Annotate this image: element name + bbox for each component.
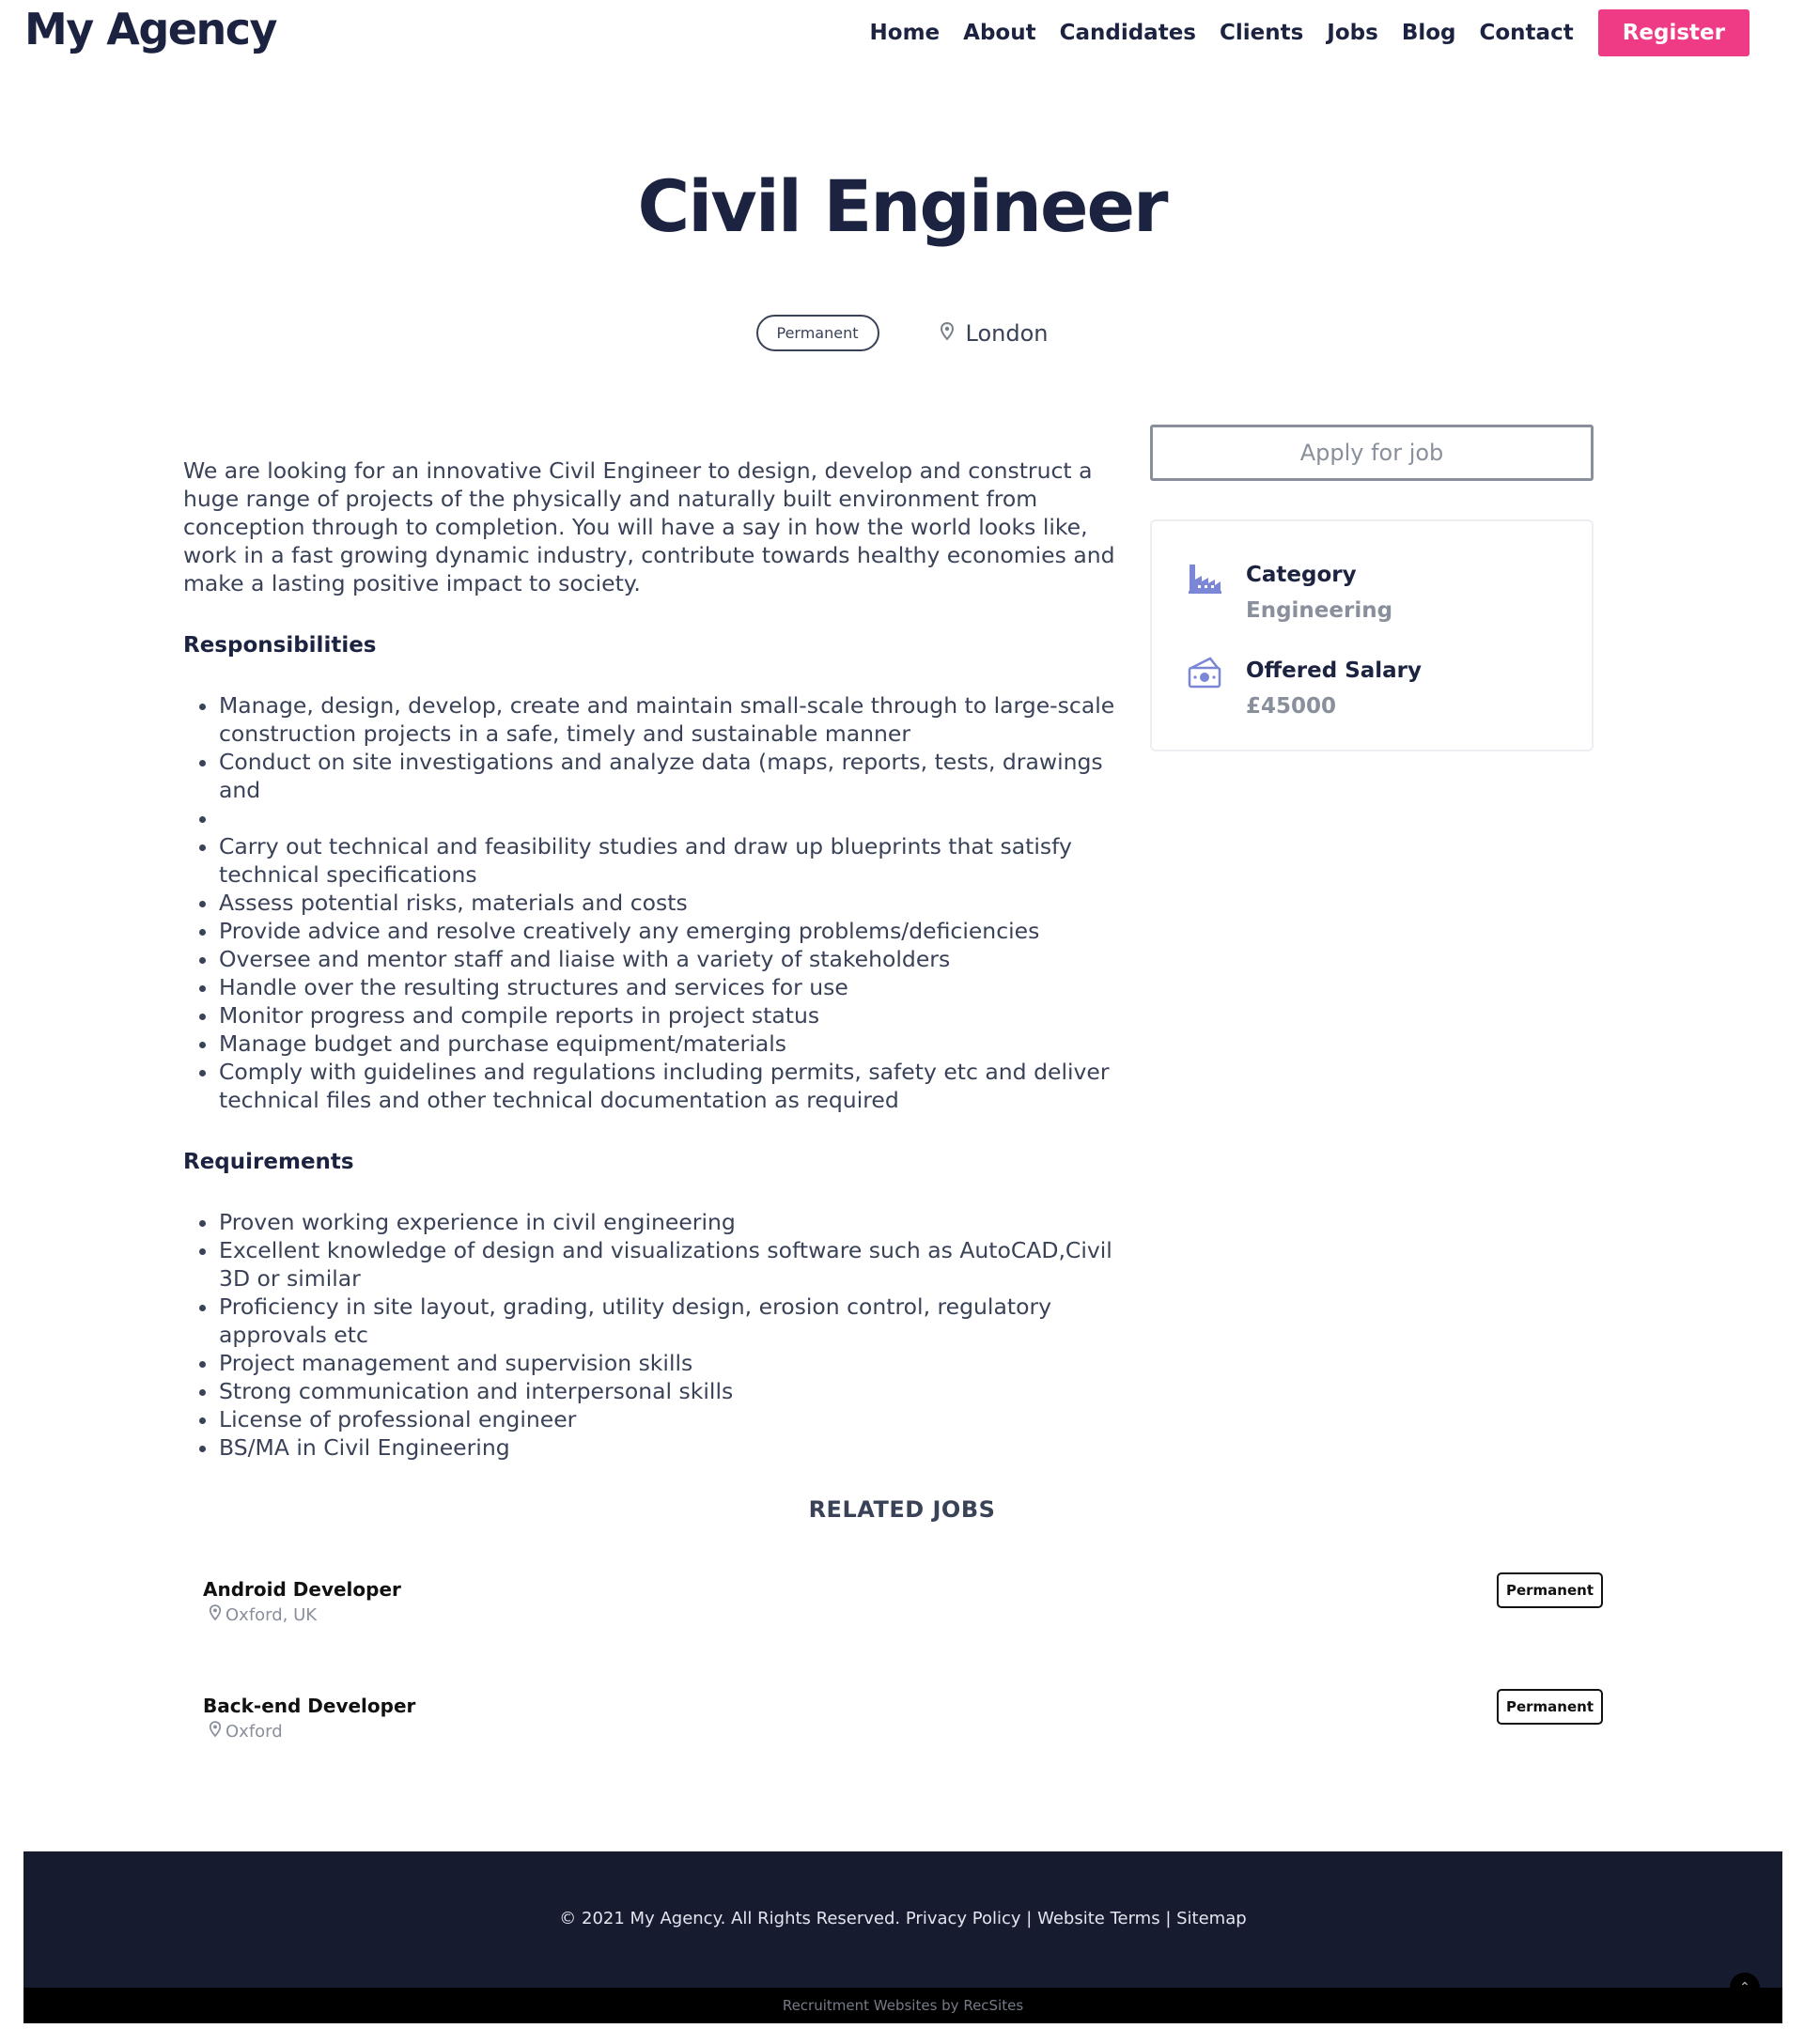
main-nav: [847, 9, 1750, 56]
sub-footer: [23, 1980, 1782, 2023]
list-item: [219, 804, 1123, 832]
list-item: • License of professional engineer: [219, 1405, 1123, 1433]
related-job-item: [203, 1578, 1603, 1634]
scroll-to-top-button[interactable]: ⌃: [1730, 1973, 1760, 2003]
factory-icon: [1186, 559, 1223, 596]
sitemap-link[interactable]: Sitemap: [1176, 1909, 1247, 1928]
job-description: [183, 457, 1123, 1462]
job-intro: We are looking for an innovative Civil Engineer to design, develop and construct a huge range of projects of the physically and naturally built environment from conception through to completion. You will have a say in how the world looks like, work in a fast growing dynamic industry, contribute towards healthy economies and make a lasting positive impact to society.: [183, 457, 1115, 596]
list-item: • Monitor progress and compile reports in project status: [219, 1001, 1123, 1030]
site-header: [0, 0, 1804, 66]
list-item: • Handle over the resulting structures and services for use: [219, 973, 1123, 1001]
category-label: Category: [1246, 563, 1357, 587]
category-value: Engineering: [1246, 598, 1393, 623]
category-row: [1186, 557, 1392, 628]
salary-value: £45000: [1246, 694, 1337, 719]
list-item: • Oversee and mentor staff and liaise with a variety of stakeholders: [219, 945, 1123, 973]
related-job-type-badge: Permanent: [1497, 1689, 1603, 1725]
privacy-policy-link[interactable]: Privacy Policy: [905, 1909, 1021, 1928]
list-item: • Comply with guidelines and regulations including permits, safety etc and deliver technical files and other technical documentation as required: [219, 1058, 1123, 1114]
related-job-location-label: Oxford: [226, 1722, 283, 1742]
site-logo[interactable]: My Agency: [24, 4, 277, 54]
requirements-list: [183, 1208, 1123, 1462]
job-info-card: [1150, 519, 1594, 751]
requirements-heading: Requirements: [183, 1150, 354, 1174]
separator: |: [1165, 1909, 1172, 1928]
list-item: • Excellent knowledge of design and visualizations software such as AutoCAD,Civil 3D or similar: [219, 1236, 1123, 1293]
register-button[interactable]: Register: [1598, 9, 1750, 56]
list-item: • Carry out technical and feasibility studies and draw up blueprints that satisfy technical specifications: [219, 832, 1123, 889]
related-job-type-badge: Permanent: [1497, 1572, 1603, 1608]
recsites-credit[interactable]: Recruitment Websites by RecSites: [782, 1997, 1024, 2014]
nav-blog[interactable]: Blog: [1401, 21, 1456, 45]
nav-contact[interactable]: Contact: [1479, 21, 1574, 45]
nav-candidates[interactable]: Candidates: [1059, 21, 1196, 45]
list-item: • Proficiency in site layout, grading, utility design, erosion control, regulatory approvals etc: [219, 1293, 1123, 1349]
related-job-location: [209, 1721, 283, 1742]
job-type-badge: Permanent: [756, 315, 879, 351]
map-pin-icon: [940, 320, 966, 347]
apply-for-job-button[interactable]: Apply for job: [1150, 425, 1594, 481]
list-item: • Project management and supervision skills: [219, 1349, 1123, 1377]
map-pin-icon: [209, 1721, 226, 1742]
nav-clients[interactable]: Clients: [1219, 21, 1304, 45]
list-item: • Manage budget and purchase equipment/materials: [219, 1030, 1123, 1058]
job-meta: [0, 315, 1804, 351]
money-icon: [1186, 655, 1223, 692]
list-item: • Assess potential risks, materials and costs: [219, 889, 1123, 917]
responsibilities-list: [183, 691, 1123, 1114]
related-job-title[interactable]: Android Developer: [203, 1578, 401, 1601]
related-jobs-heading: RELATED JOBS: [808, 1496, 996, 1523]
list-item: • Manage, design, develop, create and maintain small-scale through to large-scale construction projects in a safe, timely and sustainable manner: [219, 691, 1123, 748]
salary-row: [1186, 653, 1422, 724]
salary-label: Offered Salary: [1246, 658, 1423, 683]
separator: |: [1026, 1909, 1033, 1928]
footer-text: [23, 1909, 1782, 1928]
job-title: Civil Engineer: [637, 164, 1167, 248]
list-item: • Strong communication and interpersonal skills: [219, 1377, 1123, 1405]
related-job-location: [209, 1604, 317, 1626]
list-item: • Proven working experience in civil engineering: [219, 1208, 1123, 1236]
website-terms-link[interactable]: Website Terms: [1037, 1909, 1160, 1928]
list-item: • Provide advice and resolve creatively any emerging problems/deficiencies: [219, 917, 1123, 945]
related-job-location-label: Oxford, UK: [226, 1605, 318, 1625]
related-job-item: [203, 1695, 1603, 1751]
copyright: © 2021 My Agency. All Rights Reserved.: [559, 1909, 901, 1928]
map-pin-icon: [209, 1604, 226, 1626]
nav-home[interactable]: Home: [869, 21, 941, 45]
site-footer: [23, 1851, 1782, 1988]
list-item: • BS/MA in Civil Engineering: [219, 1433, 1123, 1462]
nav-jobs[interactable]: Jobs: [1327, 21, 1378, 45]
related-job-title[interactable]: Back-end Developer: [203, 1695, 416, 1717]
job-location: [940, 320, 1049, 347]
list-item: • Conduct on site investigations and analyze data (maps, reports, tests, drawings and: [219, 748, 1123, 804]
nav-about[interactable]: About: [963, 21, 1036, 45]
responsibilities-heading: Responsibilities: [183, 633, 377, 658]
job-location-label: London: [965, 319, 1049, 347]
